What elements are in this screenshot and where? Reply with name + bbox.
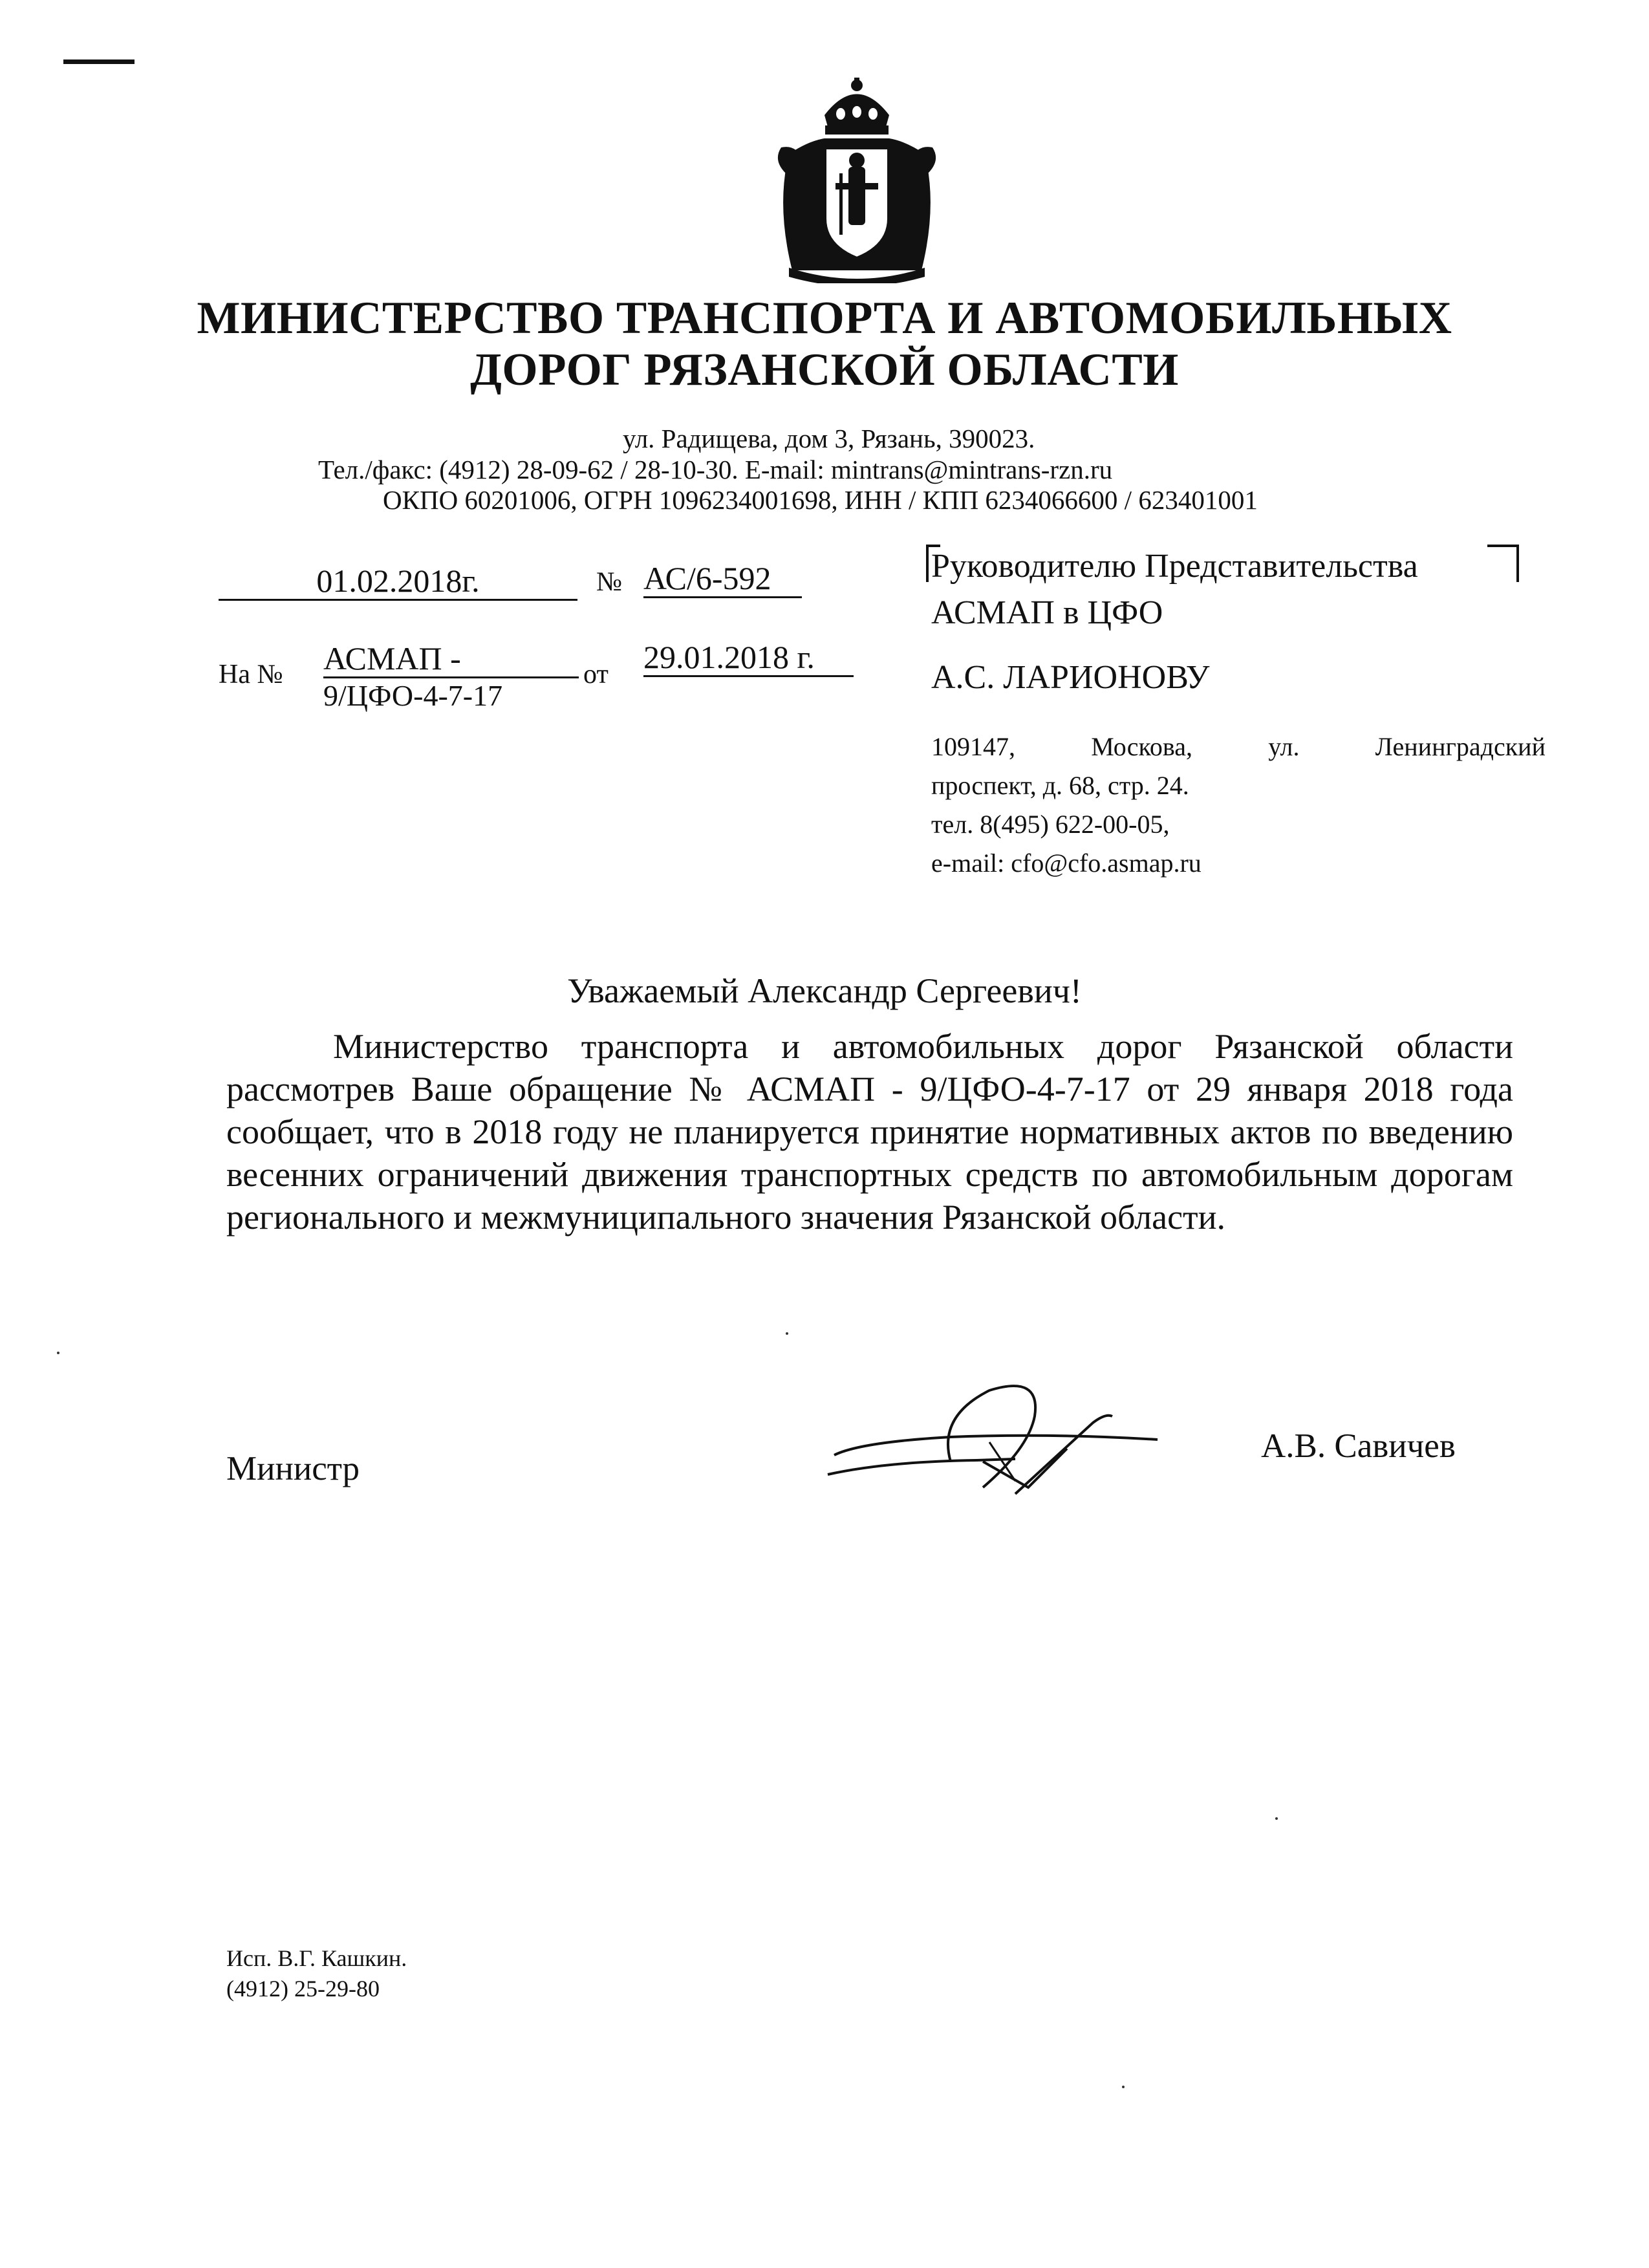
reply-number-line2: 9/ЦФО-4-7-17 xyxy=(323,679,503,712)
executor-phone: (4912) 25-29-80 xyxy=(226,1976,380,2002)
recipient-address-street-type: ул. xyxy=(1268,732,1300,761)
bracket-right xyxy=(1516,545,1519,582)
recipient-position-line1: Руководителю Представительства xyxy=(931,548,1418,585)
ministry-title-line1: МИНИСТЕРСТВО ТРАНСПОРТА И АВТОМОБИЛЬНЫХ xyxy=(197,293,1452,343)
recipient-address-line1 xyxy=(931,728,1546,766)
letter-body: Министерство транспорта и автомобильных дорог Рязанской области рассмотрев Ваше обращение № АСМАП - 9/ЦФО-4-7-17 от 29 января 2018 года сообщает, что в 2018 году не планируется принятие нормативных актов по введению весенних ограничений движения транспортных средств по автомобильным дорогам регионального и межмуниципального значения Рязанской области. xyxy=(226,1027,1513,1237)
executor-name: Исп. В.Г. Кашкин. xyxy=(226,1945,407,1971)
reply-prefix: На № xyxy=(219,660,283,689)
letter-greeting: Уважаемый Александр Сергеевич! xyxy=(567,971,1082,1010)
handwritten-signature xyxy=(821,1377,1183,1500)
recipient-address-street: Ленинградский xyxy=(1375,732,1546,761)
bracket-left xyxy=(926,545,929,582)
reply-date: 29.01.2018 г. xyxy=(643,639,854,677)
ministry-title-line2: ДОРОГ РЯЗАНСКОЙ ОБЛАСТИ xyxy=(470,345,1179,395)
ministry-address: ул. Радищева, дом 3, Рязань, 390023. xyxy=(623,424,1035,453)
recipient-position-line2: АСМАП в ЦФО xyxy=(931,594,1163,631)
scan-speck xyxy=(786,1332,788,1335)
recipient-email: e-mail: cfo@cfo.asmap.ru xyxy=(931,848,1202,878)
reply-number-line1: АСМАП - xyxy=(323,640,579,678)
outgoing-date: 01.02.2018г. xyxy=(219,563,577,601)
scan-speck xyxy=(57,1352,59,1354)
signer-position: Министр xyxy=(226,1450,360,1487)
recipient-address-city: Москова, xyxy=(1091,732,1193,761)
signer-name: А.В. Савичев xyxy=(1261,1427,1456,1465)
ministry-phone-email: Тел./факс: (4912) 28-09-62 / 28-10-30. E-mail: mintrans@mintrans-rzn.ru xyxy=(318,455,1113,484)
outgoing-number: АС/6-592 xyxy=(643,560,802,598)
scan-speck xyxy=(1122,2086,1125,2088)
recipient-address-zip: 109147, xyxy=(931,732,1015,761)
scan-mark xyxy=(63,59,135,64)
scan-speck xyxy=(1275,1817,1278,1820)
coat-of-arms-emblem xyxy=(763,76,951,283)
recipient-name: А.С. ЛАРИОНОВУ xyxy=(931,659,1210,696)
ministry-codes: ОКПО 60201006, ОГРН 1096234001698, ИНН / КПП 6234066600 / 623401001 xyxy=(383,485,1258,515)
reply-from-label: от xyxy=(583,660,609,689)
recipient-phone: тел. 8(495) 622-00-05, xyxy=(931,810,1170,839)
bracket-right-top xyxy=(1487,545,1519,547)
number-sign: № xyxy=(596,567,623,597)
recipient-address-line2: проспект, д. 68, стр. 24. xyxy=(931,771,1189,800)
